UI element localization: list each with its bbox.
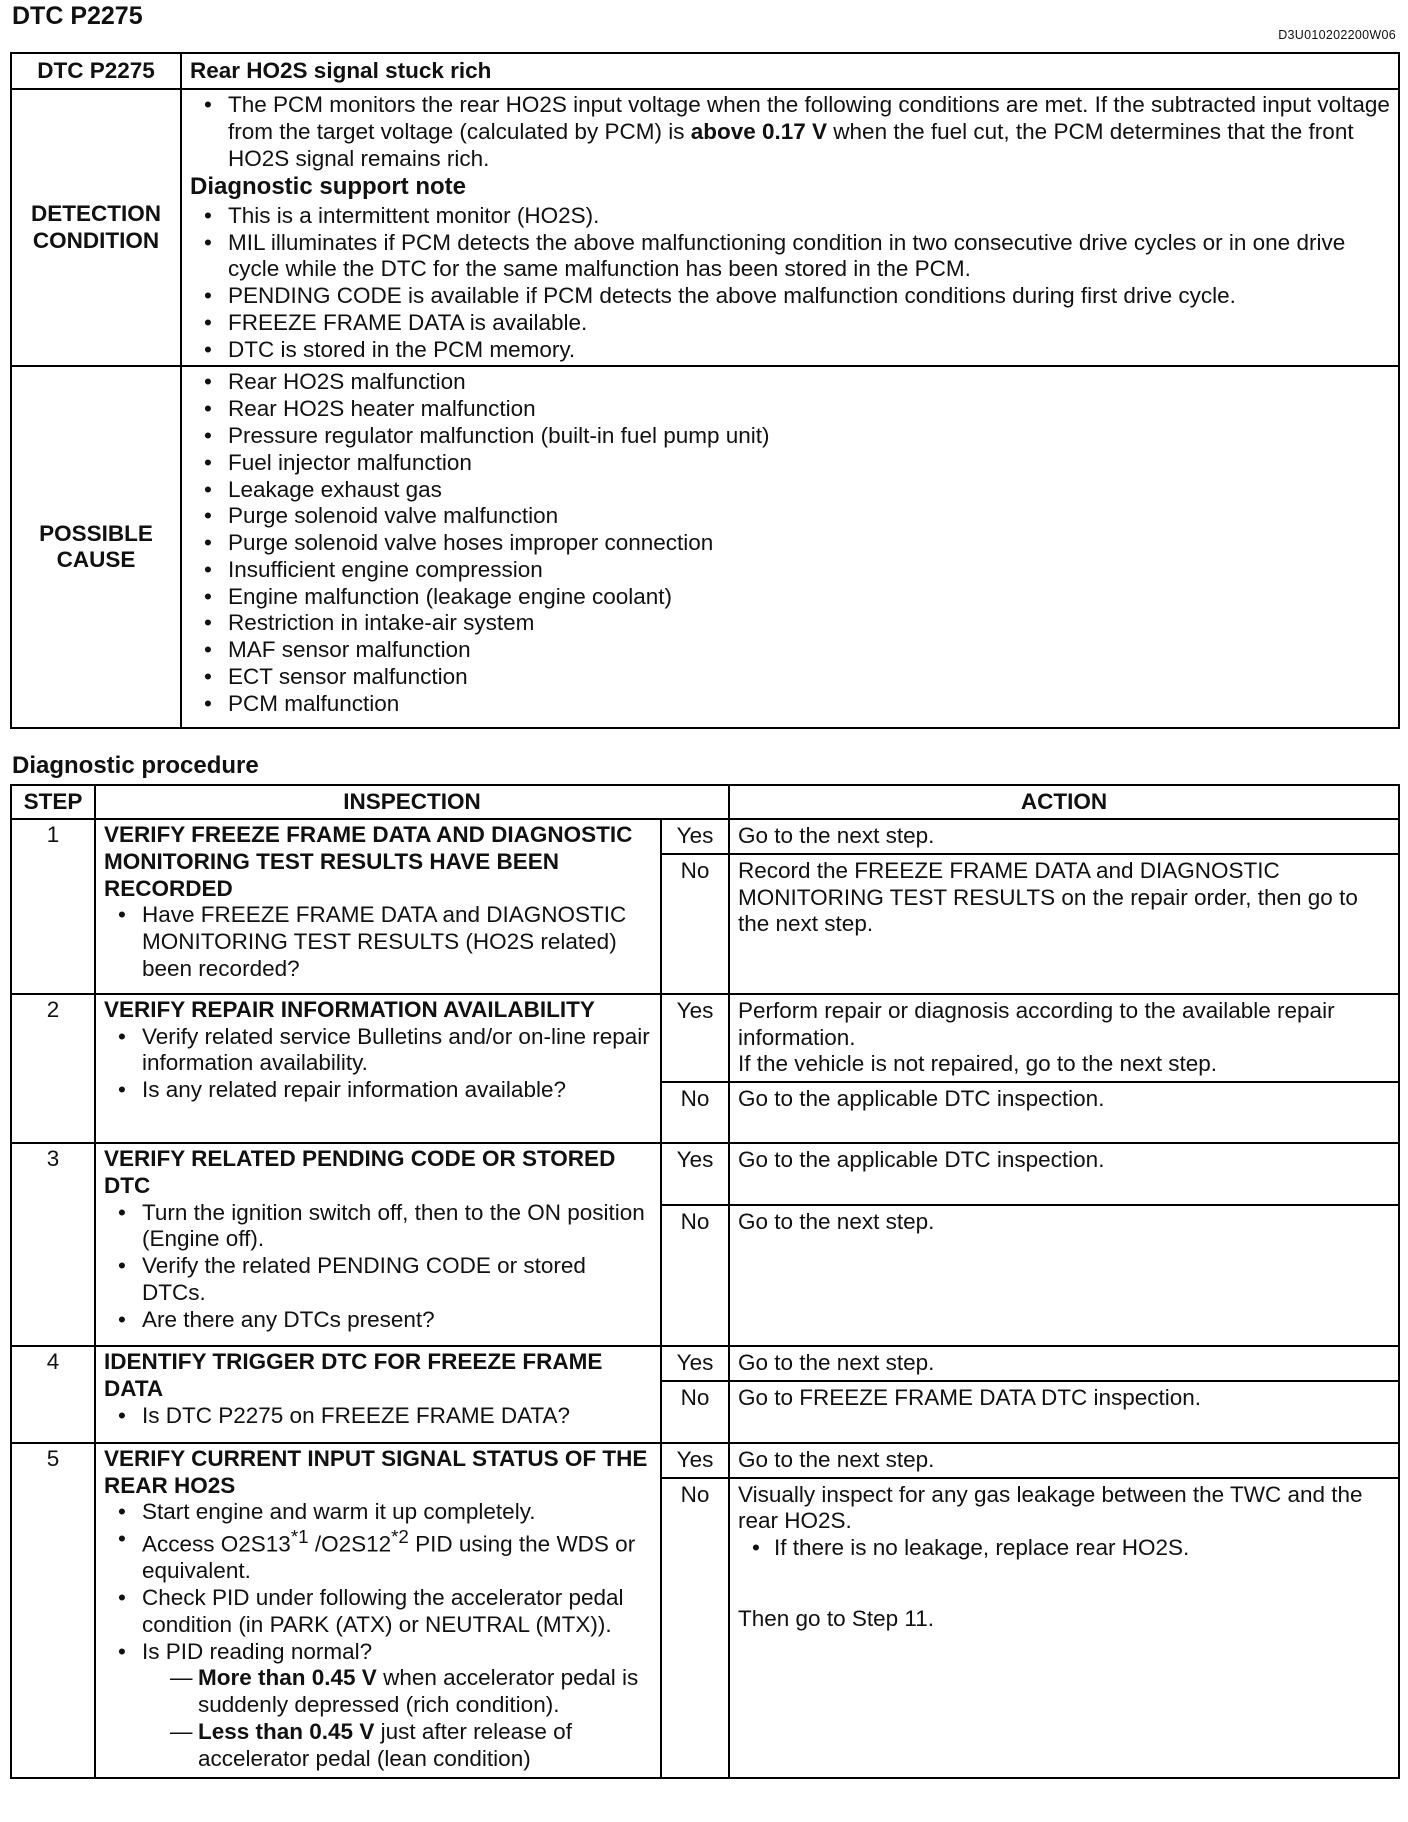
no-action: Go to the applicable DTC inspection. xyxy=(729,1082,1399,1143)
detection-intro-bold: above 0.17 V xyxy=(690,118,828,144)
step-number: 5 xyxy=(11,1443,95,1778)
no-label: No xyxy=(661,1082,729,1143)
step-inspection xyxy=(95,994,661,1143)
step-title: VERIFY RELATED PENDING CODE OR STORED DTC xyxy=(104,1146,616,1198)
detection-row xyxy=(11,89,1399,366)
pid-threshold: Less than 0.45 V xyxy=(198,1718,375,1744)
diagnostic-procedure-table xyxy=(10,784,1400,1779)
support-note-item: • DTC is stored in the PCM memory. xyxy=(190,337,1390,364)
step-bullet: • Turn the ignition switch off, then to the ON position (Engine off). xyxy=(104,1200,652,1254)
support-note-item: • This is a intermittent monitor (HO2S). xyxy=(190,203,1390,230)
yes-action: Go to the applicable DTC inspection. xyxy=(729,1143,1399,1205)
document-id: D3U010202200W06 xyxy=(1278,28,1396,42)
support-note-item: • MIL illuminates if PCM detects the above malfunctioning condition in two consecutive drive cycles or in one drive cycle while the DTC for the same malfunction has been stored in the PCM. xyxy=(190,230,1390,284)
step-bullet: • Check PID under following the accelerator pedal condition (in PARK (ATX) or NEUTRAL (MTX)). xyxy=(104,1585,652,1639)
action-column-header: ACTION xyxy=(729,785,1399,819)
detection-label-line1: DETECTION xyxy=(30,200,161,226)
no-action: Go to the next step. xyxy=(729,1205,1399,1346)
pid-access-text: PID using the WDS or equivalent. xyxy=(142,1531,636,1584)
step-bullet: • Verify related service Bulletins and/or on-line repair information availability. xyxy=(104,1024,652,1078)
pid-condition-text: when accelerator pedal is suddenly depressed (rich condition). xyxy=(198,1665,639,1718)
step-bullet xyxy=(104,1639,652,1773)
detection-label-line2: CONDITION xyxy=(32,227,160,253)
step-title: VERIFY REPAIR INFORMATION AVAILABILITY xyxy=(104,996,595,1022)
yes-label: Yes xyxy=(661,1346,729,1381)
cause-item: • Fuel injector malfunction xyxy=(190,450,1390,477)
step-column-header: STEP xyxy=(11,785,95,819)
no-action xyxy=(729,1478,1399,1778)
step-title: VERIFY CURRENT INPUT SIGNAL STATUS OF THE REAR HO2S xyxy=(104,1445,648,1498)
yes-action: Go to the next step. xyxy=(729,1346,1399,1381)
dtc-description-cell: Rear HO2S signal stuck rich xyxy=(181,53,1399,89)
step-inspection xyxy=(95,1443,661,1778)
step-bullet: • Is DTC P2275 on FREEZE FRAME DATA? xyxy=(104,1403,652,1430)
cause-item: • Rear HO2S heater malfunction xyxy=(190,396,1390,423)
yes-label: Yes xyxy=(661,1443,729,1478)
possible-cause-label-line1: POSSIBLE xyxy=(39,520,153,546)
footnote-marker: *2 xyxy=(391,1526,409,1548)
pid-access-text: /O2S12 xyxy=(308,1531,392,1557)
step-bullet xyxy=(104,1526,652,1585)
step-1-yes-row xyxy=(11,819,1399,854)
step-bullet: • Is any related repair information available? xyxy=(104,1077,652,1104)
no-label: No xyxy=(661,854,729,994)
step-inspection xyxy=(95,1143,661,1346)
step-number: 3 xyxy=(11,1143,95,1346)
yes-label: Yes xyxy=(661,994,729,1082)
dtc-code-cell: DTC P2275 xyxy=(11,53,181,89)
detection-content xyxy=(181,89,1399,366)
step-number: 4 xyxy=(11,1346,95,1443)
yes-action: Go to the next step. xyxy=(729,819,1399,854)
possible-cause-label-line2: CAUSE xyxy=(56,547,136,573)
procedure-heading: Diagnostic procedure xyxy=(12,752,259,779)
no-action-then: Then go to Step 11. xyxy=(738,1605,934,1631)
yes-action: Go to the next step. xyxy=(729,1443,1399,1478)
support-note-item: • FREEZE FRAME DATA is available. xyxy=(190,310,1390,337)
cause-item: • MAF sensor malfunction xyxy=(190,637,1390,664)
step-4-yes-row xyxy=(11,1346,1399,1381)
step-3-yes-row xyxy=(11,1143,1399,1205)
cause-item: • Engine malfunction (leakage engine coolant) xyxy=(190,584,1390,611)
detection-intro-after: when the fuel cut, the PCM determines that the front HO2S signal remains rich. xyxy=(228,118,1354,171)
step-inspection xyxy=(95,819,661,994)
pid-question: Is PID reading normal? xyxy=(142,1638,373,1664)
step-number: 1 xyxy=(11,819,95,994)
pid-access-text: Access O2S13 xyxy=(142,1531,291,1557)
pid-condition xyxy=(170,1719,652,1773)
detection-label xyxy=(11,89,181,366)
no-action: Record the FREEZE FRAME DATA and DIAGNOSTIC MONITORING TEST RESULTS on the repair order, then go to the next step. xyxy=(729,854,1399,994)
no-label: No xyxy=(661,1205,729,1346)
pid-condition-text: just after release of accelerator pedal (lean condition) xyxy=(198,1718,572,1771)
no-label: No xyxy=(661,1381,729,1443)
cause-item: • Insufficient engine compression xyxy=(190,557,1390,584)
detection-intro-before: The PCM monitors the rear HO2S input voltage when the following conditions are met. If the subtracted input voltage from the target voltage (calculated by PCM) is xyxy=(228,92,1390,144)
no-label: No xyxy=(661,1478,729,1778)
step-bullet: • Start engine and warm it up completely. xyxy=(104,1499,652,1526)
cause-item: • Leakage exhaust gas xyxy=(190,477,1390,504)
step-title: VERIFY FREEZE FRAME DATA AND DIAGNOSTIC MONITORING TEST RESULTS HAVE BEEN RECORDED xyxy=(104,822,633,901)
dtc-info-table xyxy=(10,52,1400,729)
no-action-line: Visually inspect for any gas leakage between the TWC and the rear HO2S. xyxy=(738,1481,1363,1534)
step-bullet: • Have FREEZE FRAME DATA and DIAGNOSTIC MONITORING TEST RESULTS (HO2S related) been recorded? xyxy=(104,902,652,982)
cause-item: • Purge solenoid valve hoses improper connection xyxy=(190,530,1390,557)
cause-item: • Rear HO2S malfunction xyxy=(190,369,1390,396)
yes-label: Yes xyxy=(661,819,729,854)
yes-action-line: Perform repair or diagnosis according to the available repair information. xyxy=(738,997,1335,1050)
detection-intro xyxy=(190,92,1390,172)
step-number: 2 xyxy=(11,994,95,1143)
page-title: DTC P2275 xyxy=(12,2,143,30)
possible-cause-content xyxy=(181,366,1399,728)
pid-condition xyxy=(170,1665,652,1719)
inspection-column-header: INSPECTION xyxy=(95,785,729,819)
cause-item: • ECT sensor malfunction xyxy=(190,664,1390,691)
possible-cause-row xyxy=(11,366,1399,728)
step-5-yes-row xyxy=(11,1443,1399,1478)
cause-item: • PCM malfunction xyxy=(190,691,1390,718)
step-2-yes-row xyxy=(11,994,1399,1082)
pid-threshold: More than 0.45 V xyxy=(198,1665,377,1691)
yes-label: Yes xyxy=(661,1143,729,1205)
yes-action-line: If the vehicle is not repaired, go to the next step. xyxy=(738,1051,1218,1077)
cause-item: • Purge solenoid valve malfunction xyxy=(190,503,1390,530)
step-bullet: • Verify the related PENDING CODE or stored DTCs. xyxy=(104,1253,652,1307)
support-note-item: • PENDING CODE is available if PCM detects the above malfunction conditions during first drive cycle. xyxy=(190,283,1390,310)
cause-item: • Restriction in intake-air system xyxy=(190,610,1390,637)
cause-item: • Pressure regulator malfunction (built-in fuel pump unit) xyxy=(190,423,1390,450)
step-bullet: • Are there any DTCs present? xyxy=(104,1307,652,1334)
support-note-heading: Diagnostic support note xyxy=(190,173,466,201)
no-action: Go to FREEZE FRAME DATA DTC inspection. xyxy=(729,1381,1399,1443)
dtc-header-row xyxy=(11,53,1399,89)
step-inspection xyxy=(95,1346,661,1443)
yes-action xyxy=(729,994,1399,1082)
no-action-bullet: • If there is no leakage, replace rear HO2S. xyxy=(738,1535,1390,1562)
step-title: IDENTIFY TRIGGER DTC FOR FREEZE FRAME DATA xyxy=(104,1349,603,1401)
procedure-header-row xyxy=(11,785,1399,819)
possible-cause-label xyxy=(11,366,181,728)
footnote-marker: *1 xyxy=(290,1526,309,1548)
